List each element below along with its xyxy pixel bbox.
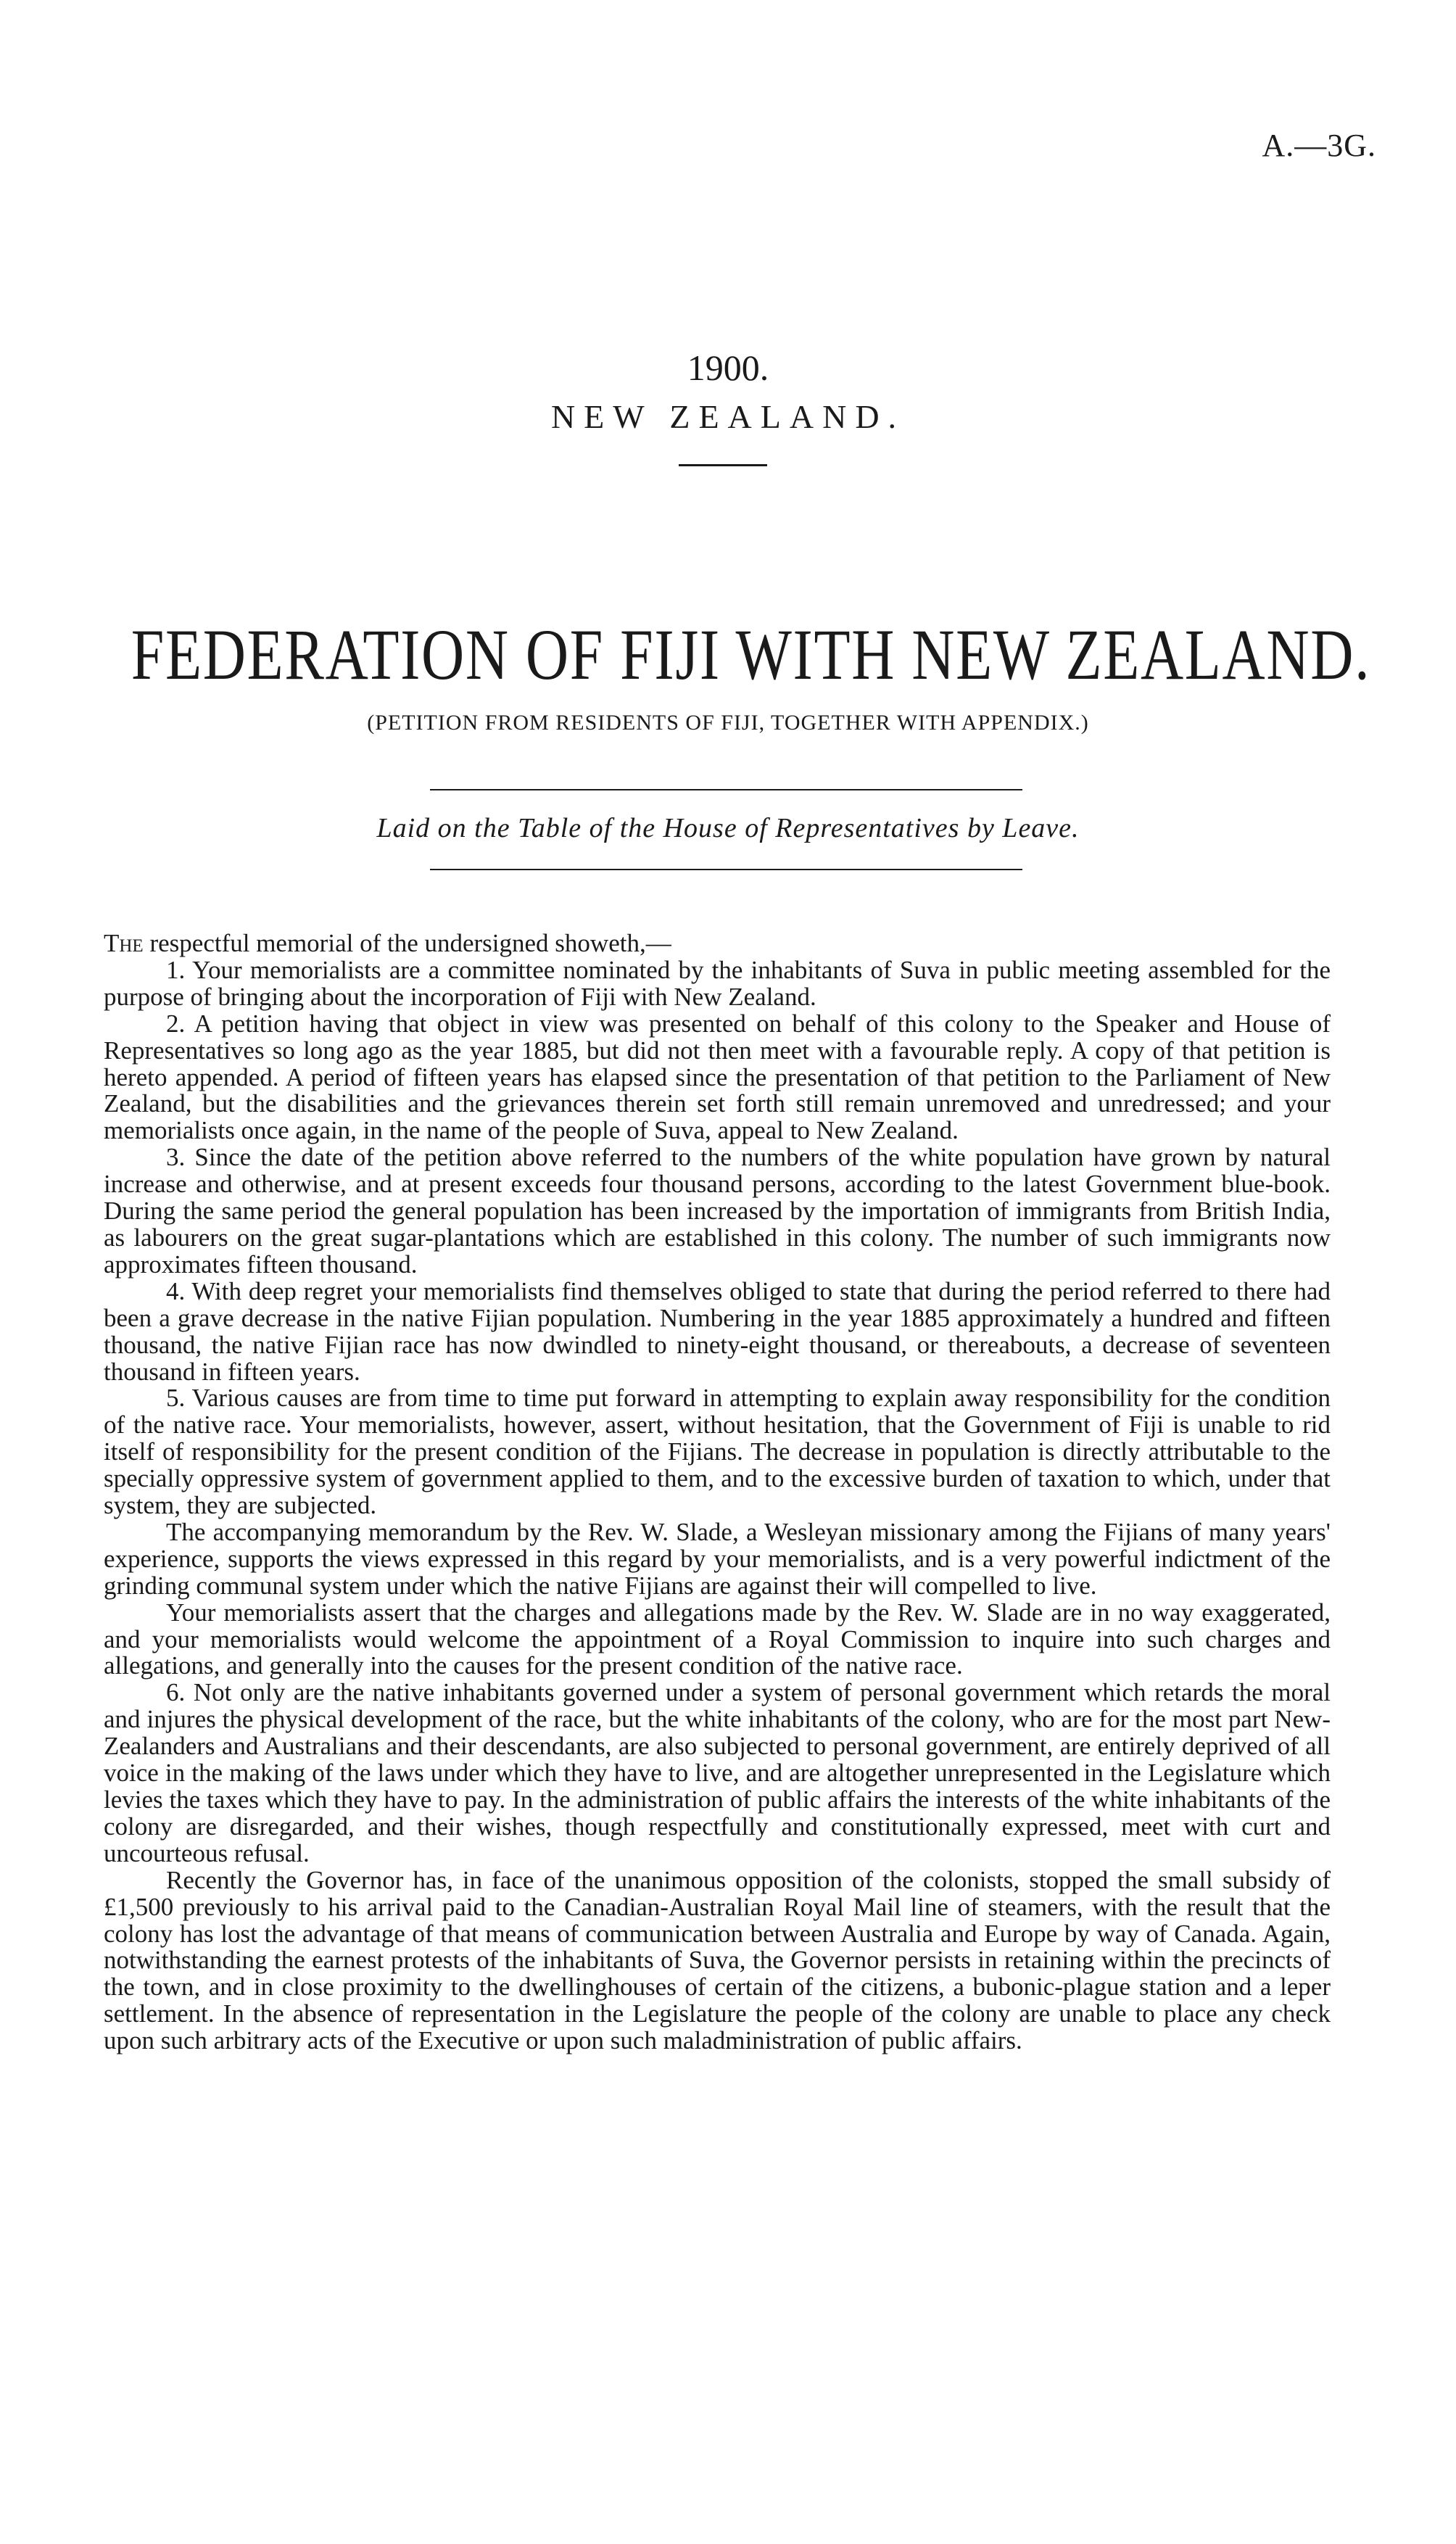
- paragraph-3: 3. Since the date of the petition above referred to the numbers of the white population have grown by natural increase and otherwise, and at present exceeds four thousand persons, according to the latest Government blue-book. During the same period the general population has been increased by the importation of immigrants from British India, as labourers on the great sugar-plantations which are established in this colony. The number of such immigrants now approximates fifteen thousand.: [104, 1143, 1331, 1279]
- paragraph-4: 4. With deep regret your memorialists find themselves obliged to state that during the period referred to there had been a grave decrease in the native Fijian population. Numbering in the year 1885 approximately a hundred and fifteen thousand, the native Fijian race has now dwindled to ninety-eight thousand, or thereabouts, a decrease of seventeen thousand in fifteen years.: [104, 1276, 1331, 1386]
- memorial-body: [104, 930, 1331, 2054]
- document-title: FEDERATION OF FIJI WITH NEW ZEALAND.: [131, 614, 1371, 695]
- paragraph-royal-commission: Your memorialists assert that the charges and allegations made by the Rev. W. Slade are in no way exaggerated, and your memorialists would welcome the appointment of a Royal Commission to inquire into such charges and allegations, and generally into the causes for the present condition of the native race.: [104, 1598, 1331, 1680]
- divider-bottom: [430, 869, 1022, 870]
- paragraph-5: 5. Various causes are from time to time put forward in attempting to explain away responsibility for the condition of the native race. Your memorialists, however, assert, without hesitation, that the Government of Fiji is unable to rid itself of responsibility for the present condition of the Fijians. The decrease in population is directly attributable to the specially oppressive system of government applied to them, and to the excessive burden of taxation to which, under that system, they are subjected.: [104, 1384, 1331, 1520]
- paragraph-2: 2. A petition having that object in view was presented on behalf of this colony to the Speaker and House of Representatives so long ago as the year 1885, but did not then meet with a favourable reply. A copy of that petition is hereto appended. A period of fifteen years has elapsed since the presentation of that petition to the Parliament of New Zealand, but the disabilities and the grievances therein set forth still remain unremoved and unredressed; and your memorialists once again, in the name of the people of Suva, appeal to New Zealand.: [104, 1009, 1331, 1145]
- memorial-opening: [104, 930, 1331, 957]
- country-heading: NEW ZEALAND.: [550, 398, 906, 435]
- document-subtitle: (PETITION FROM RESIDENTS OF FIJI, TOGETHER WITH APPENDIX.): [367, 711, 1089, 735]
- paragraph-1: 1. Your memorialists are a committee nominated by the inhabitants of Suva in public meeting assembled for the purpose of bringing about the incorporation of Fiji with New Zealand.: [104, 955, 1331, 1011]
- document-year: 1900.: [687, 347, 769, 388]
- document-reference: A.—3G.: [1262, 128, 1376, 163]
- paragraph-6: 6. Not only are the native inhabitants governed under a system of personal government which retards the moral and injures the physical development of the race, but the white inhabitants of the colony, who are for the most part New-Zealanders and Australians and their descendants, are also subjected to personal government, are entirely deprived of all voice in the making of the laws under which they have to live, and are altogether unrepresented in the Legislature which levies the taxes which they have to pay. In the administration of public affairs the interests of the white inhabitants of the colony are disregarded, and their wishes, though respectfully and constitutionally expressed, meet with curt and uncourteous refusal.: [104, 1678, 1331, 1867]
- divider-top: [430, 789, 1022, 790]
- paragraph-memorandum: The accompanying memorandum by the Rev. W. Slade, a Wesleyan missionary among the Fijians of many years' experience, supports the views expressed in this regard by your memorialists, and is a very powerful indictment of the grinding communal system under which the native Fijians are against their will compelled to live.: [104, 1517, 1331, 1600]
- paragraph-governor: Recently the Governor has, in face of the unanimous opposition of the colonists, stopped the small subsidy of £1,500 previously to his arrival paid to the Canadian-Australian Royal Mail line of steamers, with the result that the colony has lost the advantage of that means of communication between Australia and Europe by way of Canada. Again, notwithstanding the earnest protests of the inhabitants of Suva, the Governor persists in retaining within the precincts of the town, and in close proximity to the dwellinghouses of certain of the citizens, a bubonic-plague station and a leper settlement. In the absence of representation in the Legislature the people of the colony are unable to place any check upon such arbitrary acts of the Executive or upon such maladministration of public affairs.: [104, 1865, 1331, 2055]
- laid-on-table-note: Laid on the Table of the House of Representatives by Leave.: [376, 813, 1080, 843]
- divider-short: [679, 464, 767, 466]
- opening-text: respectful memorial of the undersigned showeth,—: [143, 929, 671, 957]
- opening-word: The: [104, 929, 144, 957]
